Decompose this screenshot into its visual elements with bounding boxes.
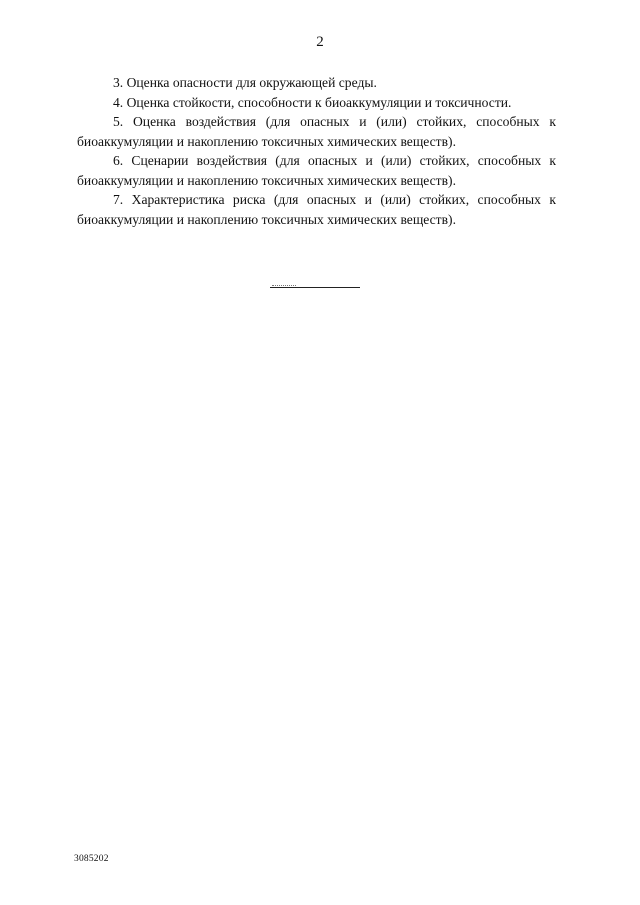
list-item-exposure-scenarios: 6. Сценарии воздействия (для опасных и (или) стойких, способных к биоаккумуляции и накоплению токсичных химических веществ).	[77, 153, 556, 188]
document-code: 3085202	[74, 854, 109, 864]
list-item-risk-characterization: 7. Характеристика риска (для опасных и (или) стойких, способных к биоаккумуляции и накоплению токсичных химических веществ).	[77, 192, 556, 227]
list-item-exposure-assessment: 5. Оценка воздействия (для опасных и (или) стойких, способных к биоаккумуляции и накоплению токсичных химических веществ).	[77, 114, 556, 149]
page-number: 2	[316, 34, 324, 50]
list-item-hazard-assessment: 3. Оценка опасности для окружающей среды.	[113, 75, 377, 90]
separator-mark	[272, 285, 296, 286]
list-item-persistence-assessment: 4. Оценка стойкости, способности к биоаккумуляции и токсичности.	[113, 94, 512, 110]
document-body	[77, 73, 556, 229]
end-separator-line	[270, 287, 360, 288]
